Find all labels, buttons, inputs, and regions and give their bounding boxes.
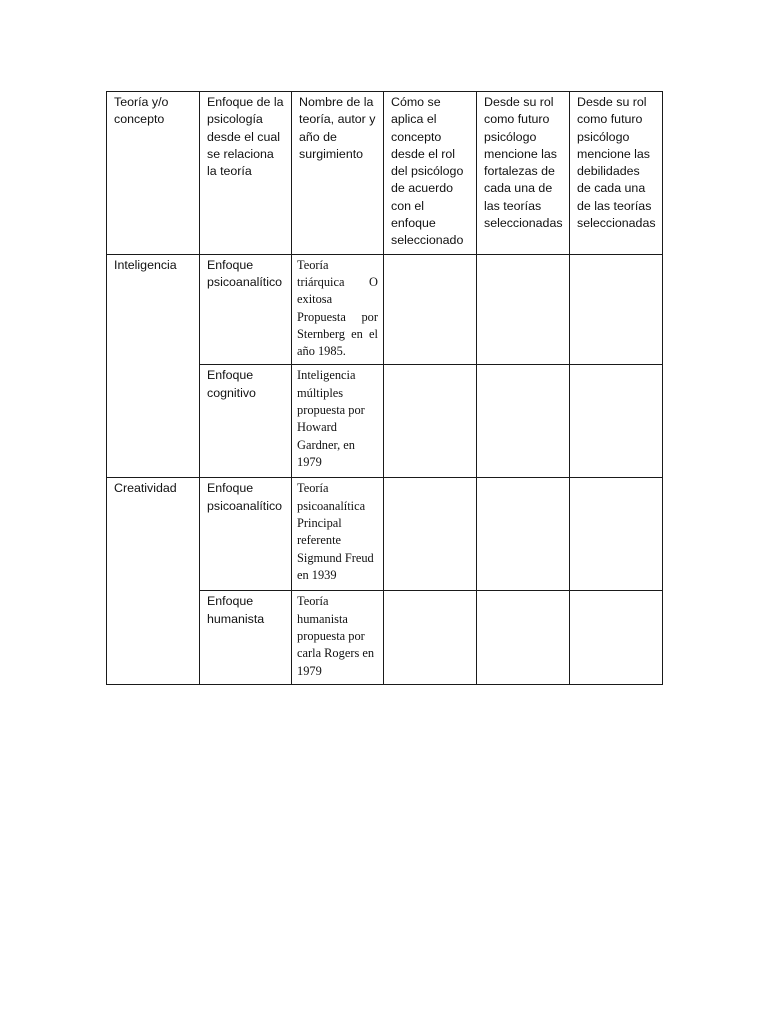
application-cell [384,254,477,365]
theory-cell: Teoría psicoanalítica Principal referente Sigmund Freud en 1939 [292,478,384,591]
concept-cell-inteligencia: Inteligencia [107,254,200,478]
approach-cell: Enfoque humanista [200,591,292,684]
theory-table [106,91,663,685]
header-theory-name: Nombre de la teoría, autor y año de surgimiento [292,92,384,255]
header-concept: Teoría y/o concepto [107,92,200,255]
header-approach: Enfoque de la psicología desde el cual se relaciona la teoría [200,92,292,255]
approach-cell: Enfoque psicoanalítico [200,254,292,365]
strengths-cell [477,365,570,478]
strengths-cell [477,254,570,365]
weaknesses-cell [570,478,663,591]
theory-cell: Inteligencia múltiples propuesta por Howard Gardner, en 1979 [292,365,384,478]
theory-cell: Teoría triárquica O exitosa Propuesta por Sternberg en el año 1985. [292,254,384,365]
application-cell [384,365,477,478]
approach-cell: Enfoque psicoanalítico [200,478,292,591]
table-row [107,254,663,365]
theory-cell: Teoría humanista propuesta por carla Rogers en 1979 [292,591,384,684]
application-cell [384,478,477,591]
table-row [107,478,663,591]
approach-cell: Enfoque cognitivo [200,365,292,478]
strengths-cell [477,478,570,591]
weaknesses-cell [570,254,663,365]
strengths-cell [477,591,570,684]
header-row [107,92,663,255]
header-application: Cómo se aplica el concepto desde el rol del psicólogo de acuerdo con el enfoque seleccionado [384,92,477,255]
header-strengths: Desde su rol como futuro psicólogo mencione las fortalezas de cada una de las teorías seleccionadas [477,92,570,255]
weaknesses-cell [570,365,663,478]
application-cell [384,591,477,684]
weaknesses-cell [570,591,663,684]
header-weaknesses: Desde su rol como futuro psicólogo mencione las debilidades de cada una de las teorías seleccionadas [570,92,663,255]
concept-cell-creatividad: Creatividad [107,478,200,684]
